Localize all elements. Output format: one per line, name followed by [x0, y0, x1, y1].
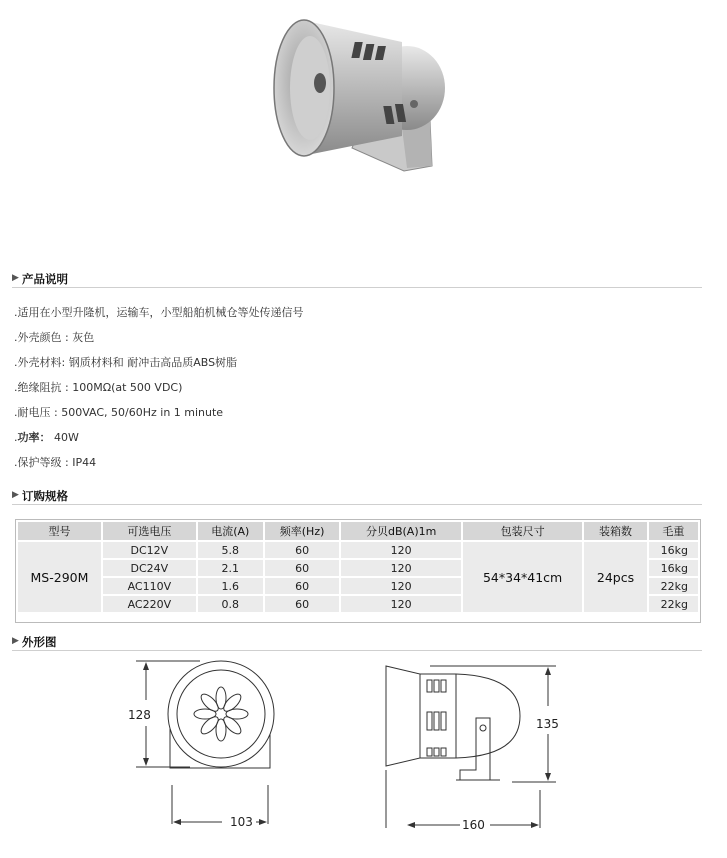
voltage-cell: AC110V: [103, 578, 196, 594]
model-cell: MS-290M: [18, 542, 101, 612]
weight-cell: 16kg: [649, 542, 698, 558]
weight-cell: 22kg: [649, 596, 698, 612]
freq-cell: 60: [265, 596, 340, 612]
side-width-label: 160: [462, 818, 485, 832]
side-height-label: 135: [536, 717, 559, 731]
spec-line: .适用在小型升隆机，运输车，小型船舶机械仓等处传递信号: [14, 306, 304, 319]
col-header: 可选电压: [103, 522, 196, 540]
voltage-cell: DC24V: [103, 560, 196, 576]
section-arrow-icon: ▶: [12, 273, 19, 283]
col-header: 分贝dB(A)1m: [341, 522, 460, 540]
spec-line: .外壳材料: 钢质材料和 耐冲击高品质ABS树脂: [14, 356, 238, 369]
section-header-outline: [12, 633, 702, 651]
weight-cell: 22kg: [649, 578, 698, 594]
section-title: 订购规格: [22, 489, 68, 503]
col-header: 装箱数: [584, 522, 646, 540]
col-header: 毛重: [649, 522, 698, 540]
current-cell: 1.6: [198, 578, 263, 594]
spec-line: .绝缘阻抗 : 100MΩ(at 500 VDC): [14, 381, 183, 394]
product-photo: [262, 8, 462, 178]
col-header: 包装尺寸: [463, 522, 582, 540]
section-header-ordering: [12, 487, 702, 505]
db-cell: 120: [341, 578, 460, 594]
outline-drawings: [0, 650, 727, 858]
section-title: 外形图: [22, 635, 57, 649]
freq-cell: 60: [265, 578, 340, 594]
weight-cell: 16kg: [649, 560, 698, 576]
section-arrow-icon: ▶: [12, 636, 19, 646]
voltage-cell: AC220V: [103, 596, 196, 612]
spec-line: .外壳颜色 : 灰色: [14, 331, 95, 344]
table-row: [18, 542, 698, 558]
col-header: 频率(Hz): [265, 522, 340, 540]
current-cell: 5.8: [198, 542, 263, 558]
db-cell: 120: [341, 596, 460, 612]
col-header: 型号: [18, 522, 101, 540]
db-cell: 120: [341, 560, 460, 576]
box-qty-cell: 24pcs: [584, 542, 646, 612]
side-view-drawing: [386, 666, 556, 828]
section-arrow-icon: ▶: [12, 490, 19, 500]
col-header: 电流(A): [198, 522, 263, 540]
section-header-description: [12, 270, 702, 288]
freq-cell: 60: [265, 542, 340, 558]
order-table: [15, 519, 701, 623]
section-title: 产品说明: [22, 272, 68, 286]
current-cell: 2.1: [198, 560, 263, 576]
front-height-label: 128: [128, 708, 151, 722]
package-size-cell: 54*34*41cm: [463, 542, 582, 612]
current-cell: 0.8: [198, 596, 263, 612]
spec-line: .功率： 40W: [14, 431, 79, 444]
voltage-cell: DC12V: [103, 542, 196, 558]
table-header-row: [18, 522, 698, 540]
front-view-drawing: [136, 661, 274, 824]
freq-cell: 60: [265, 560, 340, 576]
spec-line: .耐电压 : 500VAC, 50/60Hz in 1 minute: [14, 406, 224, 419]
front-width-label: 103: [230, 815, 253, 829]
db-cell: 120: [341, 542, 460, 558]
spec-line: .保护等级 : IP44: [14, 456, 97, 469]
